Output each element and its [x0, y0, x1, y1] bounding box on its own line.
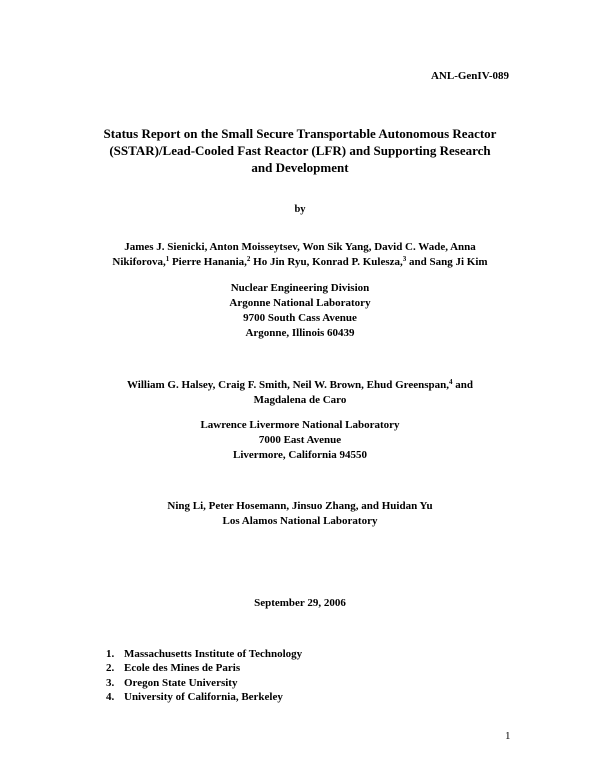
affiliation-name: Oregon State University: [124, 676, 238, 689]
footnote-marker: 1: [165, 255, 170, 263]
address-line: Nuclear Engineering Division: [230, 282, 370, 294]
list-number: 4.: [106, 690, 115, 703]
address-line: Lawrence Livermore National Laboratory: [200, 419, 400, 431]
list-item: [106, 676, 302, 690]
author-text: and Sang Ji Kim: [406, 256, 488, 268]
footnote-marker: 3: [402, 255, 407, 263]
title-line: and Development: [251, 160, 349, 175]
author-line: James J. Sienicki, Anton Moisseytsev, Won Sik Yang, David C. Wade, Anna: [124, 241, 476, 253]
list-item: [106, 690, 302, 704]
report-title: [60, 125, 540, 176]
by-label: by: [294, 204, 306, 215]
title-line: Status Report on the Small Secure Transportable Autonomous Reactor: [103, 126, 497, 141]
page-number: 1: [505, 730, 511, 742]
footnote-marker: 2: [246, 255, 251, 263]
list-number: 1.: [106, 648, 115, 660]
author-text: Ho Jin Ryu, Konrad P. Kulesza,: [250, 256, 403, 268]
footnote-marker: 4: [449, 378, 453, 386]
author-line: Ning Li, Peter Hosemann, Jinsuo Zhang, and Huidan Yu: [167, 500, 433, 512]
address-line: Argonne National Laboratory: [229, 297, 371, 309]
llnl-authors: [60, 378, 540, 408]
address-line: Livermore, California 94550: [233, 449, 367, 461]
author-line: [60, 255, 540, 270]
list-item: [106, 661, 302, 675]
report-date: September 29, 2006: [254, 597, 346, 609]
list-number: 2.: [106, 662, 115, 675]
affiliation-list: [106, 647, 302, 704]
anl-address: [60, 281, 540, 341]
author-line: Magdalena de Caro: [253, 394, 347, 406]
list-number: 3.: [106, 676, 115, 689]
title-line: (SSTAR)/Lead-Cooled Fast Reactor (LFR) and Supporting Research: [109, 143, 491, 158]
address-line: 7000 East Avenue: [258, 434, 342, 446]
address-line: Argonne, Illinois 60439: [245, 327, 355, 339]
list-item: [106, 647, 302, 661]
author-text: and: [452, 379, 473, 391]
address-line: 9700 South Cass Avenue: [243, 312, 357, 324]
author-text: Nikiforova,: [112, 256, 166, 268]
lab-name: Los Alamos National Laboratory: [222, 515, 378, 527]
affiliation-name: Massachusetts Institute of Technology: [124, 648, 303, 660]
llnl-address: [60, 418, 540, 463]
author-text: William G. Halsey, Craig F. Smith, Neil W. Brown, Ehud Greenspan,: [126, 379, 449, 391]
report-number: ANL-GenIV-089: [430, 70, 509, 82]
lanl-block: [60, 499, 540, 529]
author-text: Pierre Hanania,: [169, 256, 247, 268]
anl-authors: [60, 240, 540, 270]
author-line: [60, 378, 540, 393]
affiliation-name: University of California, Berkeley: [124, 690, 283, 703]
affiliation-name: Ecole des Mines de Paris: [124, 662, 241, 675]
